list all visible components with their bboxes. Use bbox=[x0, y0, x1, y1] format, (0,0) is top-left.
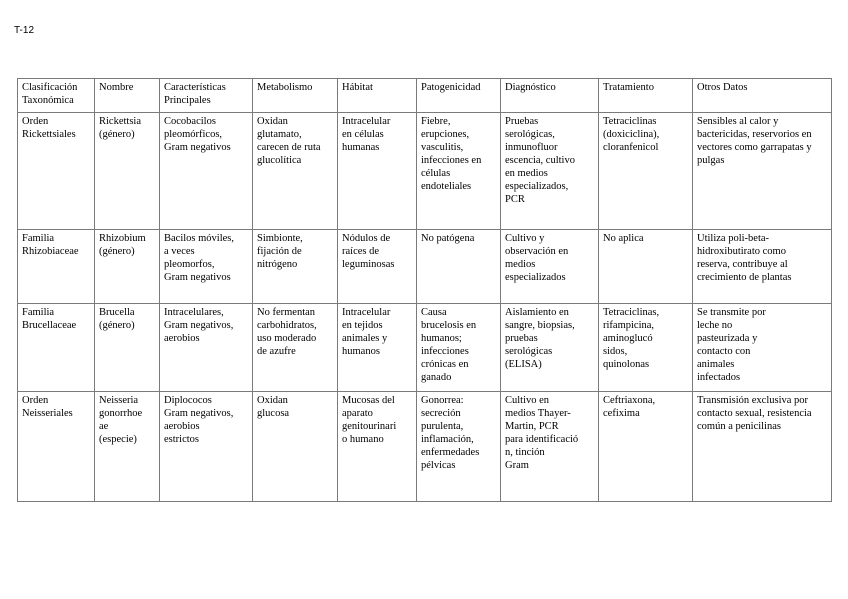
header-cell: Diagnóstico bbox=[501, 79, 599, 113]
table-cell: Bacilos móviles, a veces pleomorfos, Gram negativos bbox=[160, 230, 253, 304]
table-cell: Mucosas del aparato genitourinari o humano bbox=[338, 392, 417, 502]
table-cell: Intracelular en células humanas bbox=[338, 113, 417, 230]
table-cell: Tetraciclinas, rifampicina, aminoglucó sidos, quinolonas bbox=[599, 304, 693, 392]
page-label: T-12 bbox=[14, 25, 35, 36]
table-cell: Cultivo en medios Thayer- Martin, PCR para identificació n, tinción Gram bbox=[501, 392, 599, 502]
table-cell: No aplica bbox=[599, 230, 693, 304]
bacteria-table bbox=[17, 78, 832, 502]
table-cell: Rickettsia (género) bbox=[95, 113, 160, 230]
header-cell: Metabolismo bbox=[253, 79, 338, 113]
table-cell: Aislamiento en sangre, biopsias, pruebas serológicas (ELISA) bbox=[501, 304, 599, 392]
header-cell: Clasificación Taxonómica bbox=[18, 79, 95, 113]
table-row bbox=[18, 113, 832, 230]
header-cell: Nombre bbox=[95, 79, 160, 113]
table-cell: Familia Rhizobiaceae bbox=[18, 230, 95, 304]
table-cell: Fiebre, erupciones, vasculitis, infecciones en células endoteliales bbox=[417, 113, 501, 230]
table-cell: Gonorrea: secreción purulenta, inflamación, enfermedades pélvicas bbox=[417, 392, 501, 502]
table-cell: Nódulos de raíces de leguminosas bbox=[338, 230, 417, 304]
table-cell: Ceftriaxona, cefixima bbox=[599, 392, 693, 502]
header-cell: Otros Datos bbox=[693, 79, 832, 113]
table-cell: No patógena bbox=[417, 230, 501, 304]
table-cell: Brucella (género) bbox=[95, 304, 160, 392]
table-cell: No fermentan carbohidratos, uso moderado de azufre bbox=[253, 304, 338, 392]
table-cell: Sensibles al calor y bactericidas, reservorios en vectores como garrapatas y pulgas bbox=[693, 113, 832, 230]
table-cell: Orden Neisseriales bbox=[18, 392, 95, 502]
header-cell: Hábitat bbox=[338, 79, 417, 113]
table-cell: Diplococos Gram negativos, aerobios estrictos bbox=[160, 392, 253, 502]
table-cell: Transmisión exclusiva por contacto sexual, resistencia común a penicilinas bbox=[693, 392, 832, 502]
table-cell: Cultivo y observación en medios especializados bbox=[501, 230, 599, 304]
table-cell: Pruebas serológicas, inmunofluor escencia, cultivo en medios especializados, PCR bbox=[501, 113, 599, 230]
table-cell: Tetraciclinas (doxiciclina), cloranfenicol bbox=[599, 113, 693, 230]
table-cell: Neisseria gonorrhoe ae (especie) bbox=[95, 392, 160, 502]
table-cell: Intracelulares, Gram negativos, aerobios bbox=[160, 304, 253, 392]
table-row bbox=[18, 230, 832, 304]
table-cell: Utiliza poli-beta- hidroxibutirato como reserva, contribuye al crecimiento de plantas bbox=[693, 230, 832, 304]
table-cell: Causa brucelosis en humanos; infecciones crónicas en ganado bbox=[417, 304, 501, 392]
table-cell: Se transmite por leche no pasteurizada y contacto con animales infectados bbox=[693, 304, 832, 392]
header-cell: Tratamiento bbox=[599, 79, 693, 113]
table-cell: Simbionte, fijación de nitrógeno bbox=[253, 230, 338, 304]
table-cell: Rhizobium (género) bbox=[95, 230, 160, 304]
table-cell: Cocobacilos pleomórficos, Gram negativos bbox=[160, 113, 253, 230]
table-cell: Oxidan glucosa bbox=[253, 392, 338, 502]
table-row bbox=[18, 392, 832, 502]
table-cell: Oxidan glutamato, carecen de ruta glucolítica bbox=[253, 113, 338, 230]
header-cell: Patogenicidad bbox=[417, 79, 501, 113]
table-cell: Orden Rickettsiales bbox=[18, 113, 95, 230]
table-cell: Familia Brucellaceae bbox=[18, 304, 95, 392]
table-row bbox=[18, 304, 832, 392]
table-header-row bbox=[18, 79, 832, 113]
header-cell: Características Principales bbox=[160, 79, 253, 113]
table-cell: Intracelular en tejidos animales y humanos bbox=[338, 304, 417, 392]
